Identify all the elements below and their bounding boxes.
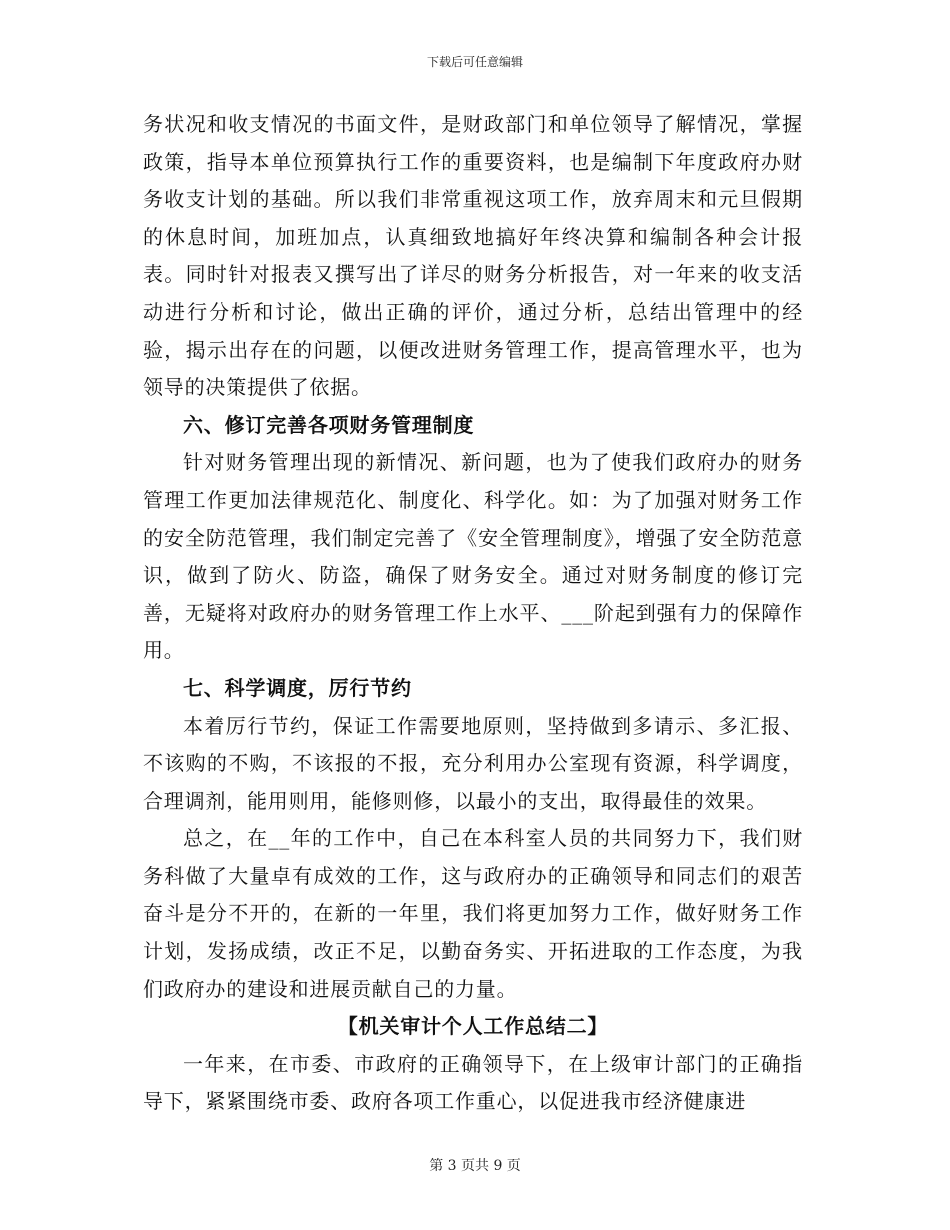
section-heading-7: 七、科学调度，厉行节约	[183, 675, 412, 700]
paragraph-section-7: 本着厉行节约，保证工作需要地原则，坚持做到多请示、多汇报、不该购的不购，不该报的不报，充分利用办公室现有资源，科学调度，合理调剂，能用则用，能修则修，以最小的支出，取得最佳的效果。	[143, 713, 803, 813]
document-section-title: 【机关审计个人工作总结二】	[337, 1014, 609, 1039]
paragraph-summary: 总之，在__年的工作中，自己在本科室人员的共同努力下，我们财务科做了大量卓有成效的工作，这与政府办的正确领导和同志们的艰苦奋斗是分不开的，在新的一年里，我们将更加努力工作，做好财务工作计划，发扬成绩，改正不足，以勤奋务实、开拓进取的工作态度，为我们政府办的建设和进展贡献自己的力量。	[143, 826, 803, 1001]
page-header: 下载后可任意编辑	[426, 55, 523, 69]
paragraph-section-6: 针对财务管理出现的新情况、新问题，也为了使我们政府办的财务管理工作更加法律规范化、制度化、科学化。如：为了加强对财务工作的安全防范管理，我们制定完善了《安全管理制度》，增强了安全防范意识，做到了防火、防盗，确保了财务安全。通过对财务制度的修订完善，无疑将对政府办的财务管理工作上水平、___阶起到强有力的保障作用。	[143, 450, 803, 663]
page-number: 第 3 页共 9 页	[429, 1158, 521, 1174]
paragraph-continued: 务状况和收支情况的书面文件，是财政部门和单位领导了解情况，掌握政策，指导本单位预算执行工作的重要资料，也是编制下年度政府办财务收支计划的基础。所以我们非常重视这项工作，放弃周末和元旦假期的休息时间，加班加点，认真细致地搞好年终决算和编制各种会计报表。同时针对报表又撰写出了详尽的财务分析报告，对一年来的收支活动进行分析和讨论，做出正确的评价，通过分析，总结出管理中的经验，揭示出存在的问题，以便改进财务管理工作，提高管理水平，也为领导的决策提供了依据。	[143, 112, 803, 400]
document-body	[143, 106, 803, 1121]
paragraph-second-summary: 一年来，在市委、市政府的正确领导下，在上级审计部门的正确指导下，紧紧围绕市委、政府各项工作重心，以促进我市经济健康进	[143, 1051, 803, 1114]
section-heading-6: 六、修订完善各项财务管理制度	[183, 412, 475, 437]
